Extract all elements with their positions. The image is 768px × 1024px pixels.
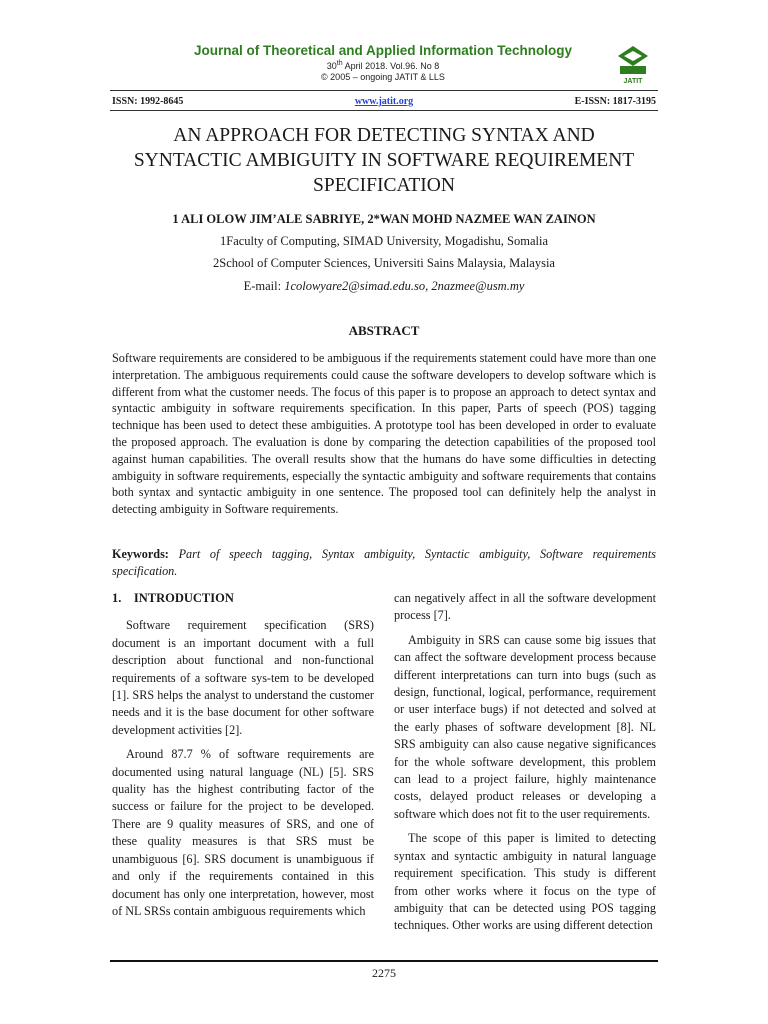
- header-bottom-rule: [110, 110, 658, 111]
- paragraph: can negatively affect in all the software development process [7].: [394, 591, 656, 623]
- footer-rule: [110, 960, 658, 962]
- keywords: Keywords: Part of speech tagging, Syntax ambiguity, Syntactic ambiguity, Software requirements specification.: [112, 547, 656, 578]
- paragraph: The scope of this paper is limited to detecting syntax and syntactic ambiguity in natural language requirement specification. This study is different from other works where it focus on the type of ambiguity that can be detected using POS tagging techniques. Other works are using different detection: [394, 831, 656, 933]
- jatit-logo-icon: [616, 44, 650, 86]
- paragraph: Around 87.7 % of software requirements are documented using natural language (NL) [5]. SRS quality has the highest contributing factor of the success or failure for the project to be developed. There are 9 quality measures of SRS, and one of these quality measures is that SRS must be unambiguous [6]. SRS document is unambiguous if and only if the requirements contained in this document has only one interpretation, however, most of NL SRSs contain ambiguous requirements which: [112, 747, 374, 918]
- journal-issue-date: 30th April 2018. Vol.96. No 8: [326, 60, 440, 71]
- eissn: E-ISSN: 1817-3195: [574, 96, 656, 107]
- svg-text:JATIT: JATIT: [623, 78, 643, 85]
- journal-title: Journal of Theoretical and Applied Information Technology: [193, 43, 573, 58]
- abstract-heading: ABSTRACT: [348, 323, 420, 338]
- affiliation-2: 2School of Computer Sciences, Universiti Sains Malaysia, Malaysia: [213, 256, 555, 270]
- paper-authors: 1 ALI OLOW JIM’ALE SABRIYE, 2*WAN MOHD NAZMEE WAN ZAINON: [172, 212, 596, 226]
- affiliation-1: 1Faculty of Computing, SIMAD University, Mogadishu, Somalia: [220, 234, 548, 248]
- body-left-column: [112, 590, 374, 927]
- paragraph: Software requirement specification (SRS) document is an important document with a full description about functional and non-functional requirements of a software sys-tem to be developed [1]. SRS helps the analyst to understand the customer needs and it is the base document for other software development activities [2].: [112, 618, 374, 737]
- abstract-text: Software requirements are considered to be ambiguous if the requirements statement could have more than one interpretation. The ambiguous requirements could cause the software developers to develop software which is different from what the customer needs. The focus of this paper is to propose an approach to detect syntax and syntactic ambiguity in software requirements specification. In this paper, Parts of speech (POS) tagging technique has been used to detect these ambiguities. A prototype tool has been developed in order to evaluate the proposed approach. The evaluation is done by comparing the detection capabilities of the proposed tool against human capabilities. The overall results show that the humans do have some difficulties in detecting ambiguity in software requirements, especially the syntactic ambiguity and software requirements that contains both syntax and syntactic ambiguity in one sentence. The proposed tool can definitely help the analyst in detecting ambiguity in Software requirements.: [112, 351, 656, 517]
- body-right-column: [394, 590, 656, 942]
- paragraph: Ambiguity in SRS can cause some big issues that can affect the software development process because different interpretations can turn into bugs (such as design, functional, logical, performance, requirement or user interface bugs) if not detected and solved at the early phases of software development [8]. NL SRS ambiguity can also cause negative significances for the whole software development, this problem can lead to a project failure, highly maintenance costs, delayed product releases or developing a software which does not fit to the user requirements.: [394, 632, 656, 821]
- section-heading-introduction: 1. INTRODUCTION: [112, 591, 234, 605]
- author-emails: E-mail: 1colowyare2@simad.edu.so, 2nazmee@usm.my: [243, 279, 525, 293]
- issn: ISSN: 1992-8645: [112, 96, 184, 107]
- journal-website-link[interactable]: www.jatit.org: [354, 96, 414, 107]
- paper-title: AN APPROACH FOR DETECTING SYNTAX AND SYNTACTIC AMBIGUITY IN SOFTWARE REQUIREMENT SPECIFICATION: [133, 125, 635, 196]
- journal-copyright: © 2005 – ongoing JATIT & LLS: [321, 72, 445, 82]
- header-top-rule: [110, 90, 658, 91]
- page-number: 2275: [372, 966, 396, 980]
